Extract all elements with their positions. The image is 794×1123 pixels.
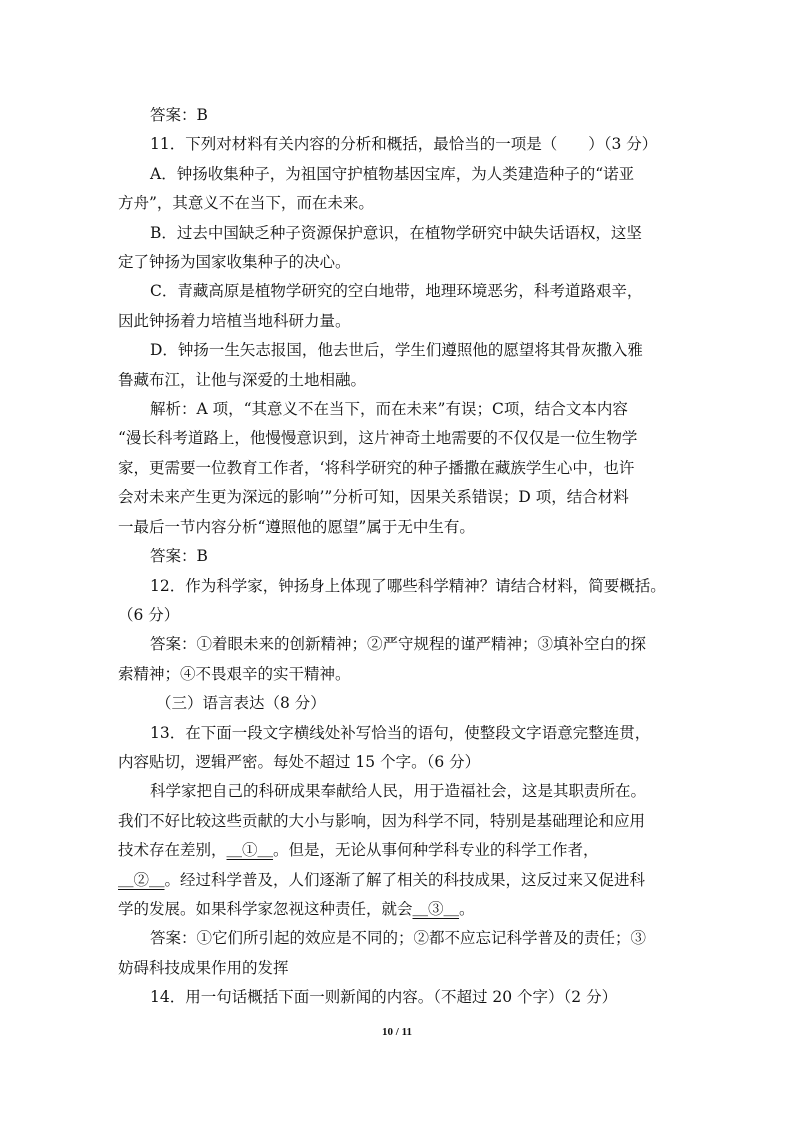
text-line: 索精神；④不畏艰辛的实干精神。 bbox=[118, 664, 351, 683]
fill-blank-line bbox=[118, 866, 678, 895]
text-line: 答案：B bbox=[150, 547, 208, 566]
text-line: 答案：①着眼未来的创新精神；②严守规程的谨严精神；③填补空白的探 bbox=[150, 635, 647, 654]
answer-blank: ＿②＿ bbox=[118, 870, 165, 889]
text-line: 方舟”，其意义不在当下，而在未来。 bbox=[118, 194, 374, 213]
text-line: 会对未来产生更为深远的影响’”分析可知，因果关系错误；D 项，结合材料 bbox=[118, 488, 629, 507]
text-line: B．过去中国缺乏种子资源保护意识，在植物学研究中缺失话语权，这坚 bbox=[150, 223, 642, 242]
text-line: 答案：B bbox=[150, 106, 208, 124]
text-segment: 技术存在差别， bbox=[118, 841, 227, 860]
document-body bbox=[118, 101, 678, 1013]
text-line: 定了钟扬为国家收集种子的决心。 bbox=[118, 253, 351, 272]
text-line: 内容贴切，逻辑严密。每处不超过 15 个字。（6 分） bbox=[118, 752, 481, 771]
text-segment: 学的发展。如果科学家忽视这种责任，就会 bbox=[118, 899, 413, 918]
text-segment: 。但是，无论从事何种学科专业的科学工作者， bbox=[273, 841, 599, 860]
text-line: 科学家把自己的科研成果奉献给人民，用于造福社会，这是其职责所在。 bbox=[150, 782, 647, 801]
text-line: 13．在下面一段文字横线处补写恰当的语句，使整段文字语意完整连贯， bbox=[150, 723, 651, 742]
fill-blank-line bbox=[118, 836, 678, 865]
text-line: 因此钟扬着力培植当地科研力量。 bbox=[118, 311, 351, 330]
answer-blank: ＿③＿ bbox=[412, 899, 460, 918]
text-line: A．钟扬收集种子，为祖国守护植物基因宝库，为人类建造种子的“诺亚 bbox=[150, 164, 635, 183]
text-segment: 。 bbox=[459, 899, 475, 918]
text-line: C．青藏高原是植物学研究的空白地带，地理环境恶劣，科考道路艰辛， bbox=[150, 282, 643, 301]
text-line: （三）语言表达（8 分） bbox=[156, 694, 326, 713]
text-line: （6 分） bbox=[118, 605, 180, 624]
text-line: 一最后一节内容分析“遵照他的愿望”属于无中生有。 bbox=[118, 517, 475, 536]
page-number: 10 / 11 bbox=[382, 1026, 412, 1038]
text-line: 妨碍科技成果作用的发挥 bbox=[118, 958, 289, 977]
fill-blank-line bbox=[118, 895, 678, 924]
text-line: 11．下列对材料有关内容的分析和概括，最恰当的一项是（ ）（3 分） bbox=[150, 135, 658, 154]
text-line: 家，更需要一位教育工作者，‘将科学研究的种子播撒在藏族学生心中，也许 bbox=[118, 458, 635, 477]
text-line: 答案：①它们所引起的效应是不同的；②都不应忘记科学普及的责任；③ bbox=[150, 929, 647, 948]
text-line: 鲁藏布江，让他与深爱的土地相融。 bbox=[118, 370, 367, 389]
text-line: “漫长科考道路上，他慢慢意识到，这片神奇土地需要的不仅仅是一位生物学 bbox=[118, 429, 638, 448]
text-line: D．钟扬一生矢志报国，他去世后，学生们遵照他的愿望将其骨灰撒入雅 bbox=[150, 341, 643, 360]
text-line: 我们不好比较这些贡献的大小与影响，因为科学不同，特别是基础理论和应用 bbox=[118, 811, 646, 830]
text-line: 12．作为科学家，钟扬身上体现了哪些科学精神？请结合材料，简要概括。 bbox=[150, 576, 666, 595]
text-line: 14．用一句话概括下面一则新闻的内容。（不超过 20 个字）（2 分） bbox=[150, 988, 618, 1007]
answer-blank: ＿①＿ bbox=[226, 841, 274, 860]
text-segment: 。经过科学普及，人们逐渐了解了相关的科技成果，这反过来又促进科 bbox=[164, 870, 646, 889]
text-line: 解析：A 项，“其意义不在当下，而在未来”有误；C项，结合文本内容 bbox=[150, 400, 628, 419]
